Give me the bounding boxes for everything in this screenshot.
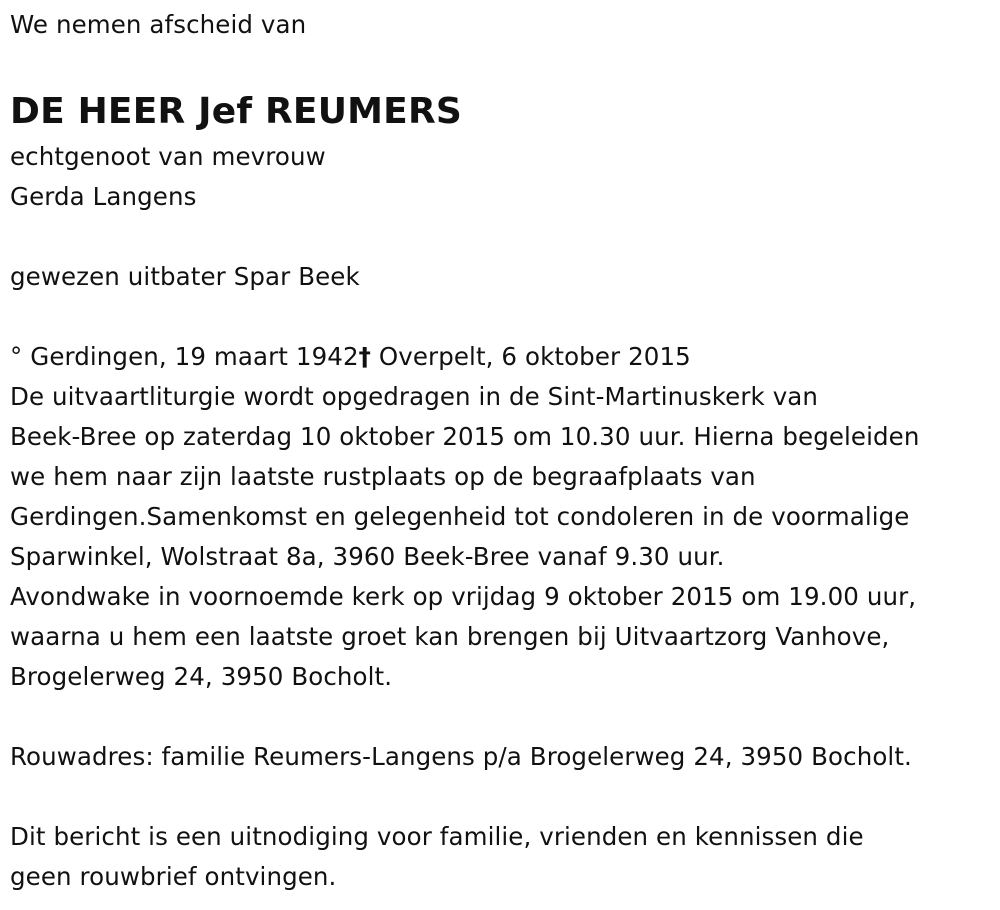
ceremony-line: De uitvaartliturgie wordt opgedragen in de Sint-Martinuskerk van (10, 382, 819, 411)
spouse-label: echtgenoot van mevrouw (10, 142, 326, 171)
obituary-notice (10, 0, 995, 897)
birth-info: ° Gerdingen, 19 maart 1942 (10, 342, 359, 371)
ceremony-line: waarna u hem een laatste groet kan brengen bij Uitvaartzorg Vanhove, (10, 622, 890, 651)
spouse-name: Gerda Langens (10, 182, 197, 211)
ceremony-line: Avondwake in voornoemde kerk op vrijdag 9 oktober 2015 om 19.00 uur, (10, 582, 917, 611)
spacer (10, 217, 995, 257)
death-info: Overpelt, 6 oktober 2015 (371, 342, 691, 371)
ceremony-line: Brogelerweg 24, 3950 Bocholt. (10, 662, 393, 691)
life-dates (10, 337, 995, 377)
cross-icon: † (358, 342, 371, 371)
intro-text: We nemen afscheid van (10, 10, 307, 39)
deceased-name: DE HEER Jef REUMERS (10, 91, 462, 132)
ceremony-line: Beek-Bree op zaterdag 10 oktober 2015 om 10.30 uur. Hierna begeleiden (10, 422, 920, 451)
invitation-line: geen rouwbrief ontvingen. (10, 862, 337, 891)
spacer (10, 297, 995, 337)
ceremony-line: Gerdingen.Samenkomst en gelegenheid tot condoleren in de voormalige (10, 502, 910, 531)
invitation-line: Dit bericht is een uitnodiging voor familie, vrienden en kennissen die (10, 822, 864, 851)
ceremony-line: we hem naar zijn laatste rustplaats op de begraafplaats van (10, 462, 756, 491)
occupation: gewezen uitbater Spar Beek (10, 262, 360, 291)
spacer (10, 697, 995, 737)
ceremony-line: Sparwinkel, Wolstraat 8a, 3960 Beek-Bree vanaf 9.30 uur. (10, 542, 725, 571)
spacer (10, 777, 995, 817)
mourning-address: Rouwadres: familie Reumers-Langens p/a Brogelerweg 24, 3950 Bocholt. (10, 742, 912, 771)
